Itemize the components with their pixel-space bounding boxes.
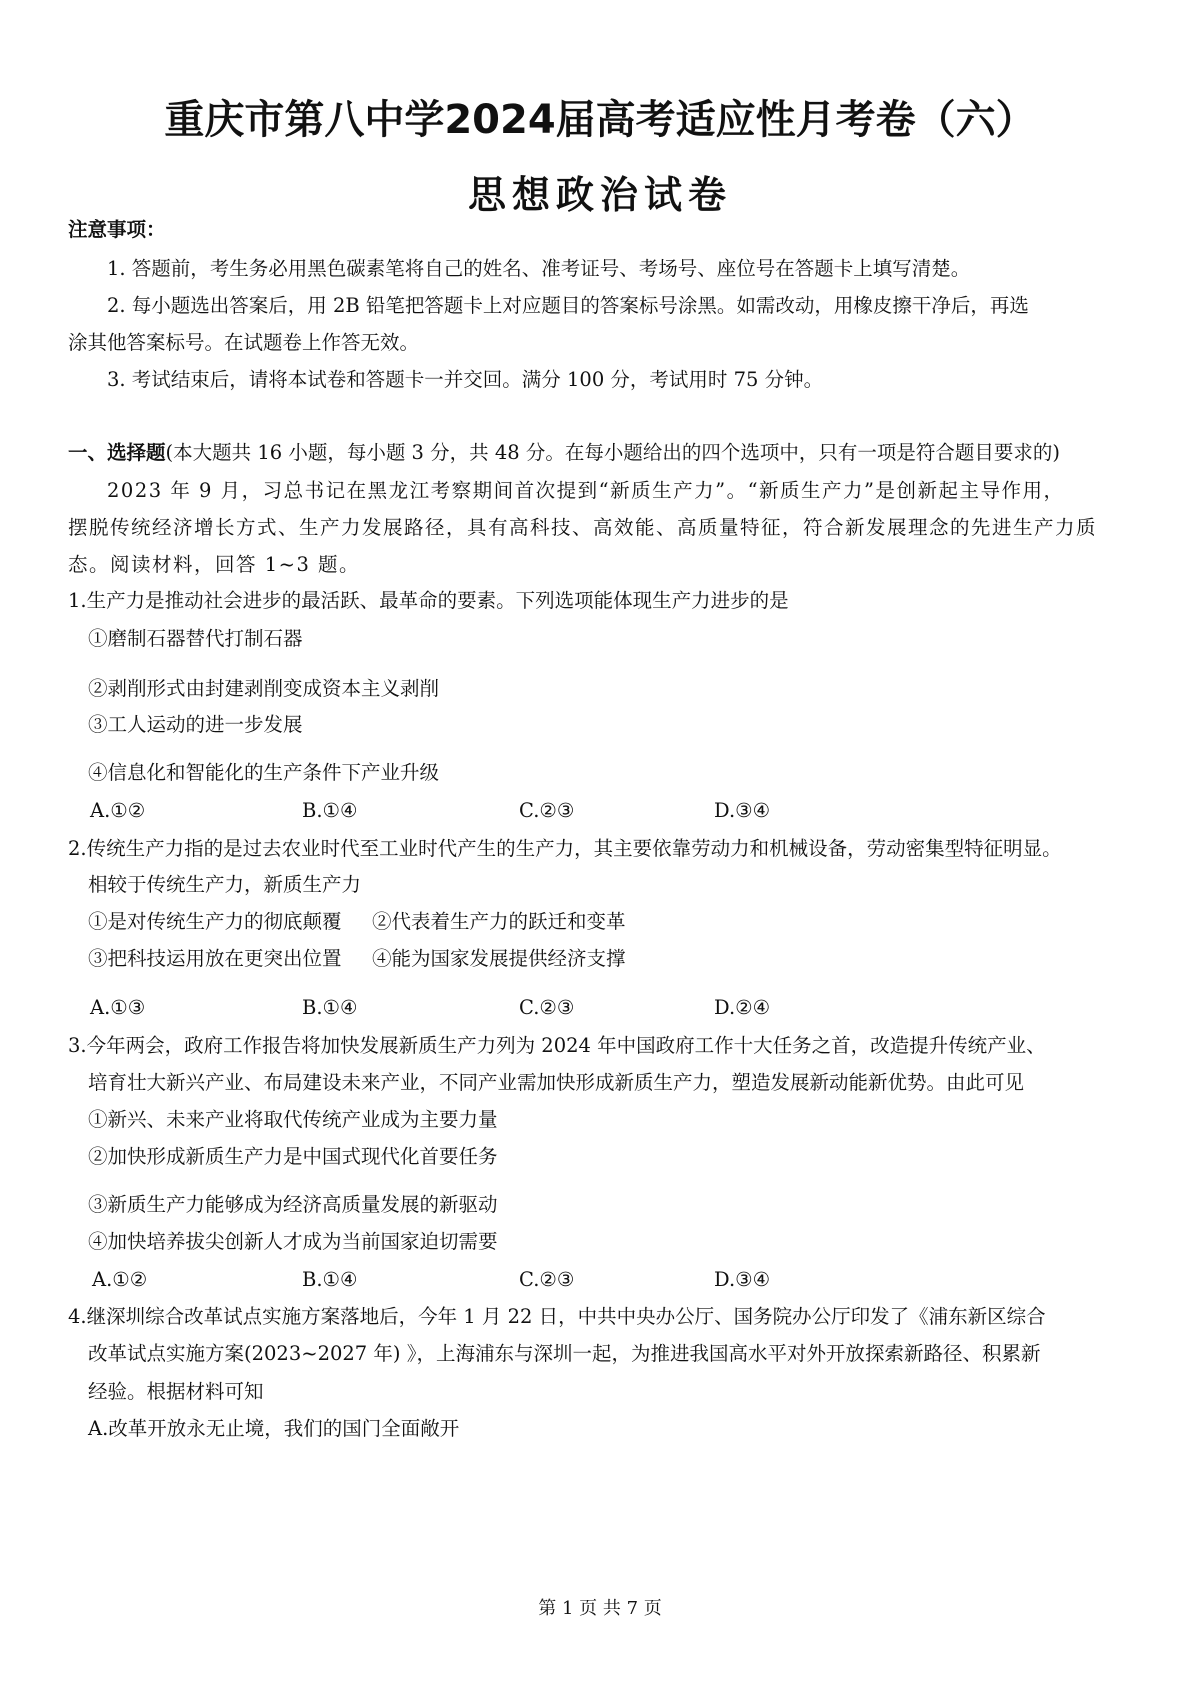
- q2-option-d: D.②④: [714, 996, 771, 1019]
- page-number: 第 1 页 共 7 页: [538, 1598, 662, 1619]
- material-line: 2023 年 9 月，习总书记在黑龙江考察期间首次提到“新质生产力”。“新质生产力”是创新起主导作用，: [107, 479, 1065, 502]
- notice-item: 2. 每小题选出答案后，用 2B 铅笔把答题卡上对应题目的答案标号涂黑。如需改动，用橡皮擦干净后，再选: [107, 294, 1029, 317]
- material-line: 态。阅读材料，回答 1~3 题。: [68, 553, 361, 576]
- notice-heading: 注意事项：: [68, 218, 166, 241]
- question-3-stem: 培育壮大新兴产业、布局建设未来产业，不同产业需加快形成新质生产力，塑造发展新动能新优势。由此可见: [88, 1071, 1025, 1094]
- q1-option-b: B.①④: [302, 799, 358, 822]
- q1-item: ③工人运动的进一步发展: [88, 713, 303, 736]
- q3-option-c: C.②③: [519, 1268, 575, 1291]
- q2-item: ①是对传统生产力的彻底颠覆: [88, 910, 342, 933]
- q4-option-a: A.改革开放永无止境，我们的国门全面敞开: [88, 1417, 460, 1440]
- q2-item: ④能为国家发展提供经济支撑: [372, 947, 626, 970]
- q2-item: ③把科技运用放在更突出位置: [88, 947, 342, 970]
- q3-item: ①新兴、未来产业将取代传统产业成为主要力量: [88, 1108, 498, 1131]
- q1-option-a: A.①②: [90, 799, 146, 822]
- notice-item: 3. 考试结束后，请将本试卷和答题卡一并交回。满分 100 分，考试用时 75 分钟。: [107, 368, 824, 391]
- question-2-stem: 相较于传统生产力，新质生产力: [88, 873, 362, 896]
- q3-option-a: A.①②: [92, 1268, 148, 1291]
- question-4-stem: 改革试点实施方案(2023~2027 年) 》，上海浦东与深圳一起，为推进我国高水平对外开放探索新路径、积累新: [88, 1342, 1041, 1365]
- question-1-stem: 1.生产力是推动社会进步的最活跃、最革命的要素。下列选项能体现生产力进步的是: [68, 589, 789, 612]
- q2-option-a: A.①③: [90, 996, 146, 1019]
- question-2-stem: 2.传统生产力指的是过去农业时代至工业时代产生的生产力，其主要依靠劳动力和机械设备，劳动密集型特征明显。: [68, 837, 1062, 860]
- q2-option-b: B.①④: [302, 996, 358, 1019]
- q3-item: ③新质生产力能够成为经济高质量发展的新驱动: [88, 1193, 498, 1216]
- exam-title: 重庆市第八中学2024届高考适应性月考卷（六）: [164, 97, 1036, 143]
- q2-item: ②代表着生产力的跃迁和变革: [372, 910, 626, 933]
- section-label: 一、选择题: [68, 441, 166, 464]
- section-header: [68, 440, 1060, 466]
- q1-option-c: C.②③: [519, 799, 575, 822]
- q3-item: ④加快培养拔尖创新人才成为当前国家迫切需要: [88, 1230, 498, 1253]
- notice-item: 1. 答题前，考生务必用黑色碳素笔将自己的姓名、准考证号、考场号、座位号在答题卡上填写清楚。: [107, 257, 971, 280]
- question-4-stem: 经验。根据材料可知: [88, 1380, 264, 1403]
- q2-option-c: C.②③: [519, 996, 575, 1019]
- material-line: 摆脱传统经济增长方式、生产力发展路径，具有高科技、高效能、高质量特征，符合新发展理念的先进生产力质: [68, 516, 1098, 539]
- q3-item: ②加快形成新质生产力是中国式现代化首要任务: [88, 1145, 498, 1168]
- notice-item: 涂其他答案标号。在试题卷上作答无效。: [68, 331, 420, 354]
- question-4-stem: 4.继深圳综合改革试点实施方案落地后，今年 1 月 22 日，中共中央办公厅、国务院办公厅印发了《浦东新区综合: [68, 1305, 1046, 1328]
- q1-item: ④信息化和智能化的生产条件下产业升级: [88, 761, 440, 784]
- section-desc: (本大题共 16 小题，每小题 3 分，共 48 分。在每小题给出的四个选项中，只有一项是符合题目要求的): [165, 441, 1060, 464]
- q3-option-d: D.③④: [714, 1268, 771, 1291]
- question-3-stem: 3.今年两会，政府工作报告将加快发展新质生产力列为 2024 年中国政府工作十大任务之首，改造提升传统产业、: [68, 1034, 1046, 1057]
- q3-option-b: B.①④: [302, 1268, 358, 1291]
- q1-option-d: D.③④: [714, 799, 771, 822]
- exam-subtitle: 思想政治试卷: [467, 173, 732, 217]
- q1-item: ②剥削形式由封建剥削变成资本主义剥削: [88, 677, 440, 700]
- q1-item: ①磨制石器替代打制石器: [88, 627, 303, 650]
